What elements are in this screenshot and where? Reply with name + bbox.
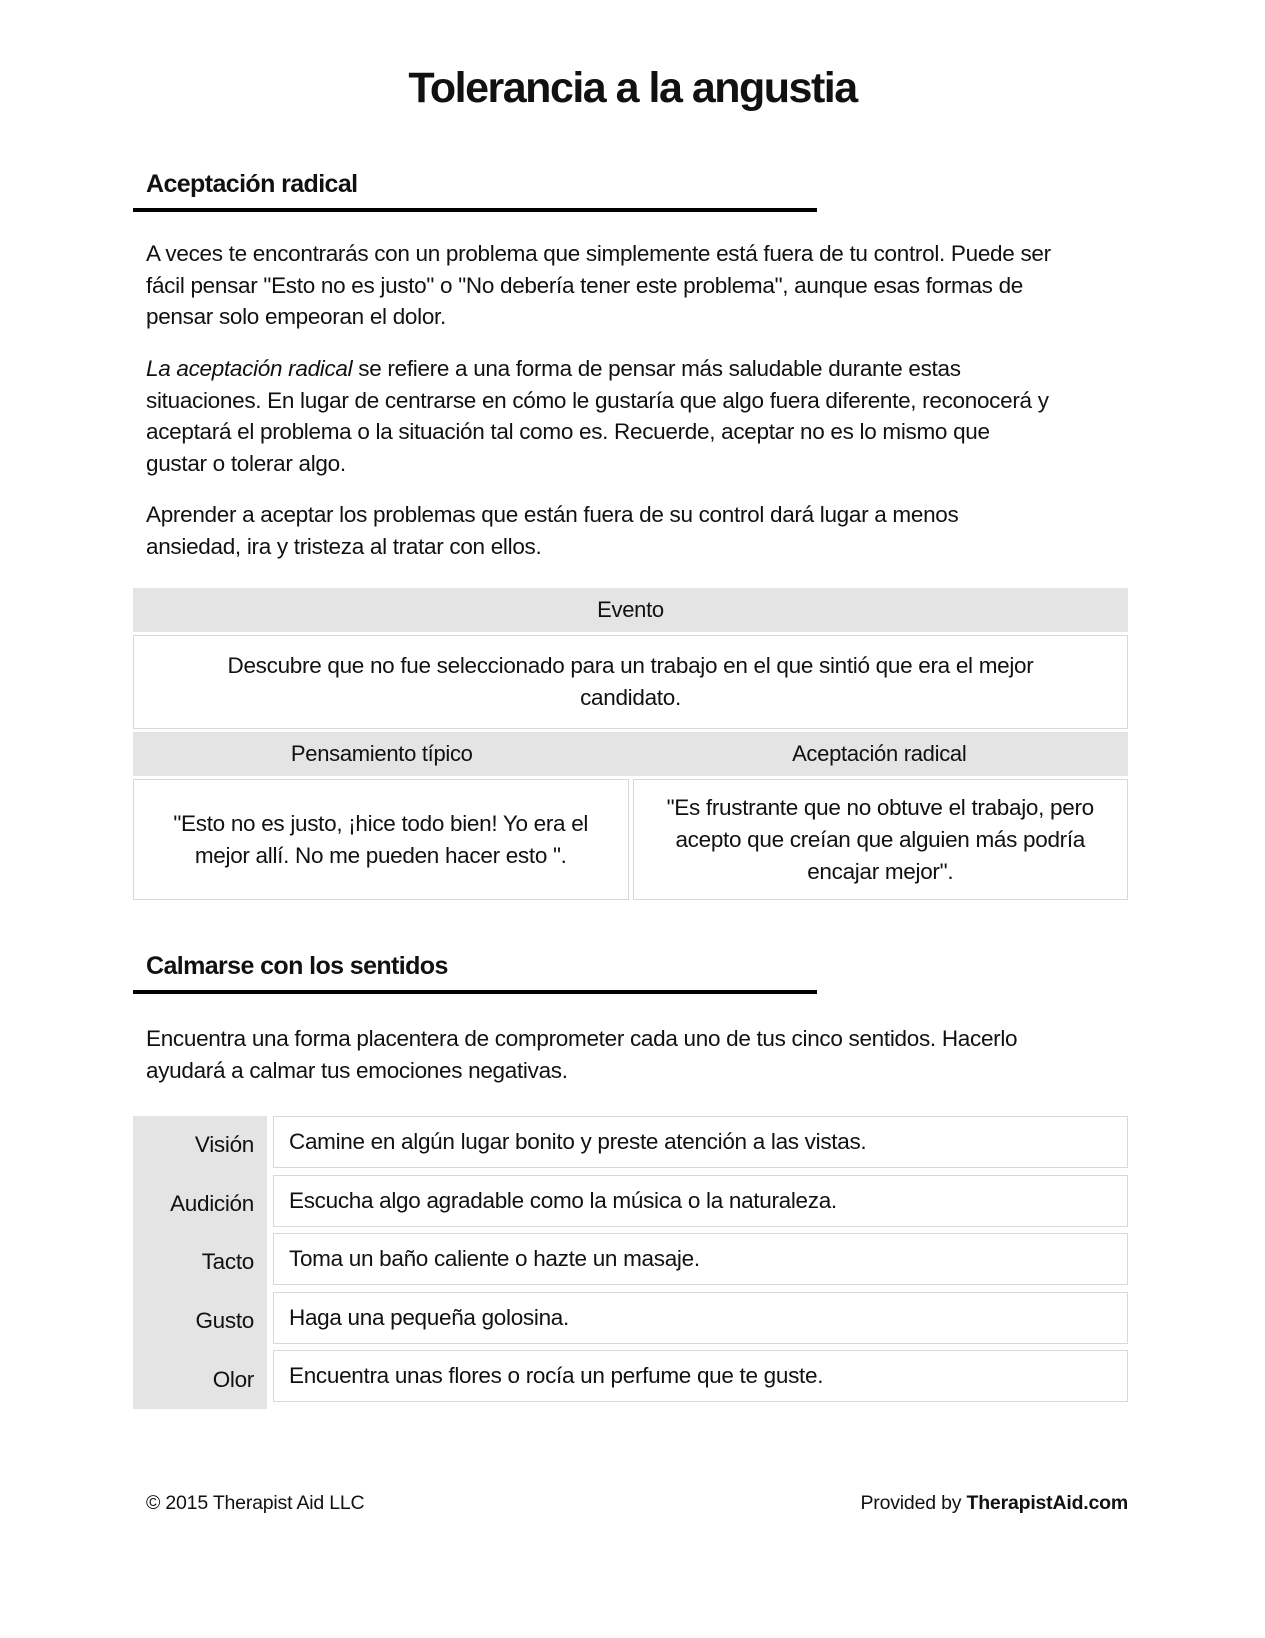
radical-paragraph-2-rest: se refiere a una forma de pensar más saludable durante estas situaciones. En lugar de centrarse en cómo le gustaría que algo fuera diferente, reconocerá y aceptará el problema o la situación tal como es. Recuerde, aceptar no es lo mismo que gustar o tolerar algo. <box>146 356 1049 476</box>
event-header-cell: Evento <box>133 588 1128 632</box>
page-footer <box>146 1492 1128 1515</box>
sense-text-audicion: Escucha algo agradable como la música o la naturaleza. <box>273 1175 1128 1227</box>
comparison-header-row <box>133 732 1128 776</box>
page-title: Tolerancia a la angustia <box>408 64 857 112</box>
senses-table <box>133 1116 1128 1409</box>
radical-paragraph-1: A veces te encontrarás con un problema que simplemente está fuera de tu control. Puede ser fácil pensar "Esto no es justo" o "No debería tener este problema", aunque esas formas de pensar solo empeoran el dolor. <box>146 241 1051 329</box>
section-radical-heading: Aceptación radical <box>146 170 358 198</box>
senses-label-column <box>133 1116 267 1409</box>
radical-paragraph-3: Aprender a aceptar los problemas que están fuera de su control dará lugar a menos ansiedad, ira y tristeza al tratar con ellos. <box>146 502 959 559</box>
section-radical-header <box>133 170 1128 212</box>
example-table <box>133 588 1128 900</box>
radical-paragraph-2-term: La aceptación radical <box>146 356 353 381</box>
radical-paragraph-2 <box>146 353 1051 479</box>
radical-acceptance-cell: "Es frustrante que no obtuve el trabajo, pero acepto que creían que alguien más podría encajar mejor". <box>633 779 1129 900</box>
therapist-aid-brand: TherapistAid.com <box>966 1492 1128 1514</box>
sense-label-vision: Visión <box>194 1132 254 1158</box>
typical-thought-header: Pensamiento típico <box>290 741 473 766</box>
heading-underline <box>133 990 817 994</box>
typical-thought-cell: "Esto no es justo, ¡hice todo bien! Yo era el mejor allí. No me pueden hacer esto ". <box>133 779 629 900</box>
heading-underline <box>133 208 817 212</box>
radical-acceptance-header: Aceptación radical <box>792 741 967 766</box>
sense-label-gusto: Gusto <box>195 1308 254 1334</box>
sense-text-vision: Camine en algún lugar bonito y preste atención a las vistas. <box>273 1116 1128 1168</box>
sense-text-olor: Encuentra unas flores o rocía un perfume que te guste. <box>273 1350 1128 1402</box>
senses-intro-paragraph: Encuentra una forma placentera de comprometer cada uno de tus cinco sentidos. Hacerlo ayudará a calmar tus emociones negativas. <box>146 1026 1018 1083</box>
sense-label-tacto: Tacto <box>201 1249 254 1275</box>
sense-label-audicion: Audición <box>170 1190 254 1216</box>
copyright-text: © 2015 Therapist Aid LLC <box>146 1492 365 1514</box>
provided-by-prefix: Provided by <box>860 1492 967 1514</box>
sense-label-olor: Olor <box>212 1366 254 1392</box>
section-senses-header <box>133 952 1128 994</box>
comparison-body-row <box>133 779 1128 900</box>
senses-text-column <box>273 1116 1128 1409</box>
sense-text-gusto: Haga una pequeña golosina. <box>273 1292 1128 1344</box>
sense-text-tacto: Toma un baño caliente o hazte un masaje. <box>273 1233 1128 1285</box>
event-text-cell: Descubre que no fue seleccionado para un trabajo en el que sintió que era el mejor candidato. <box>133 635 1128 729</box>
section-senses-heading: Calmarse con los sentidos <box>146 952 448 980</box>
provided-by-text <box>861 1492 1129 1515</box>
